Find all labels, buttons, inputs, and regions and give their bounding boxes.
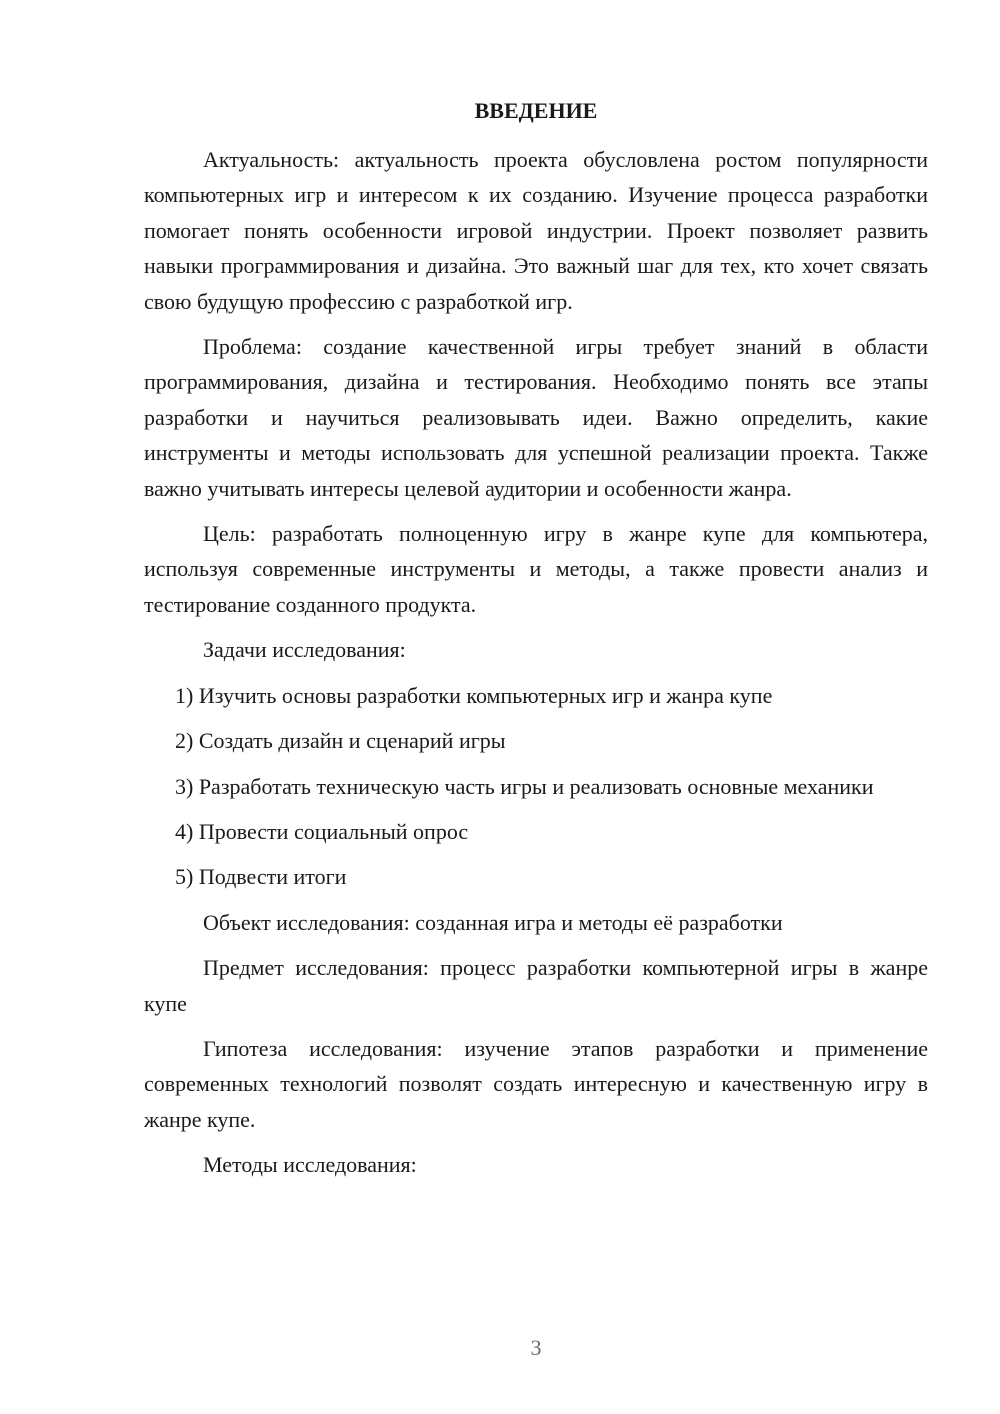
paragraph-goal: Цель: разработать полноценную игру в жанре купе для компьютера, используя современные инструменты и методы, а также провести анализ и тестирование созданного продукта. [144, 521, 928, 617]
task-item-2: 2) Создать дизайн и сценарий игры [175, 728, 506, 754]
paragraph-object: Объект исследования: созданная игра и методы её разработки [203, 909, 783, 935]
paragraph-tasks-heading: Задачи исследования: [203, 637, 406, 663]
paragraph-problem: Проблема: создание качественной игры требует знаний в области программирования, дизайна и тестирования. Необходимо понять все этапы разработки и научиться реализовывать идеи. Важно определить, какие инструменты и методы использовать для успешной реализации проекта. Также важно учитывать интересы целевой аудитории и особенности жанра. [144, 334, 928, 501]
body-text [144, 142, 928, 1193]
paragraph-methods: Методы исследования: [203, 1152, 417, 1178]
paragraph-hypothesis: Гипотеза исследования: изучение этапов разработки и применение современных технологий позволят создать интересную и качественную игру в жанре купе. [144, 1035, 928, 1132]
paragraph-relevance: Актуальность: актуальность проекта обусловлена ростом популярности компьютерных игр и интересом к их созданию. Изучение процесса разработки помогает понять особенности игровой индустрии. Проект позволяет развить навыки программирования и дизайна. Это важный шаг для тех, кто хочет связать свою будущую профессию с разработкой игр. [144, 147, 928, 314]
task-item-4: 4) Провести социальный опрос [175, 818, 469, 844]
page-number: 3 [530, 1335, 542, 1360]
paragraph-subject: Предмет исследования: процесс разработки компьютерной игры в жанре купе [144, 955, 928, 1016]
task-item-5: 5) Подвести итоги [175, 864, 347, 890]
task-item-3: 3) Разработать техническую часть игры и реализовать основные механики [175, 773, 874, 799]
task-item-1: 1) Изучить основы разработки компьютерных игр и жанра купе [175, 682, 773, 708]
section-title: ВВЕДЕНИЕ [474, 98, 598, 123]
